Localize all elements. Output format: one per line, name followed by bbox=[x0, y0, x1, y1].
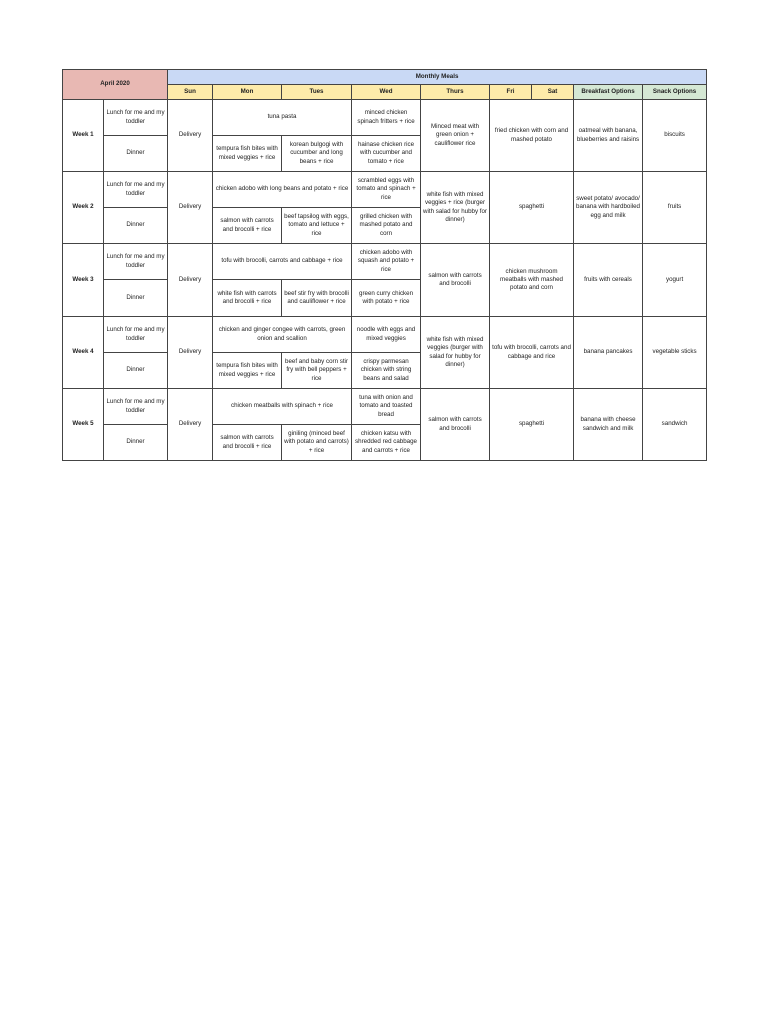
dinner-wed-meal: green curry chicken with potato + rice bbox=[352, 280, 421, 317]
dinner-mon-meal: salmon with carrots and brocolli + rice bbox=[213, 425, 282, 461]
thurs-meal: white fish with mixed veggies + rice (burger with salad for hubby for dinner) bbox=[421, 172, 490, 244]
snack-option: biscuits bbox=[643, 100, 707, 172]
snack-options-header: Snack Options bbox=[643, 85, 707, 100]
dinner-wed-meal: grilled chicken with mashed potato and corn bbox=[352, 208, 421, 244]
breakfast-option: oatmeal with banana, blueberries and raisins bbox=[574, 100, 643, 172]
week-label: Week 3 bbox=[63, 244, 104, 317]
dinner-mon-meal: tempura fish bites with mixed veggies + rice bbox=[213, 136, 282, 172]
sun-meal: Delivery bbox=[168, 100, 213, 172]
thurs-meal: Minced meat with green onion + cauliflower rice bbox=[421, 100, 490, 172]
dinner-wed-meal: crispy parmesan chicken with string beans and salad bbox=[352, 353, 421, 389]
dinner-mon-meal: white fish with carrots and brocolli + rice bbox=[213, 280, 282, 317]
dinner-tue-meal: beef stir fry with brocolli and cauliflower + rice bbox=[282, 280, 352, 317]
lunch-label: Lunch for me and my toddler bbox=[104, 172, 168, 208]
lunch-label: Lunch for me and my toddler bbox=[104, 244, 168, 280]
dinner-tue-meal: korean bulgogi with cucumber and long beans + rice bbox=[282, 136, 352, 172]
week-lunch-row bbox=[63, 100, 707, 136]
thurs-meal: white fish with mixed veggies (burger with salad for hubby for dinner) bbox=[421, 317, 490, 389]
dinner-tue-meal: beef tapsilog with eggs, tomato and lettuce + rice bbox=[282, 208, 352, 244]
breakfast-options-header: Breakfast Options bbox=[574, 85, 643, 100]
fri-sat-meal: spaghetti bbox=[490, 389, 574, 461]
fri-sat-meal: fried chicken with corn and mashed potato bbox=[490, 100, 574, 172]
dinner-wed-meal: chicken katsu with shredded red cabbage and carrots + rice bbox=[352, 425, 421, 461]
dinner-label: Dinner bbox=[104, 353, 168, 389]
week-lunch-row bbox=[63, 389, 707, 425]
thurs-meal: salmon with carrots and brocolli bbox=[421, 389, 490, 461]
fri-sat-meal: tofu with brocolli, carrots and cabbage and rice bbox=[490, 317, 574, 389]
fri-sat-meal: chicken mushroom meatballs with mashed potato and corn bbox=[490, 244, 574, 317]
breakfast-option: banana pancakes bbox=[574, 317, 643, 389]
dinner-label: Dinner bbox=[104, 208, 168, 244]
week-label: Week 2 bbox=[63, 172, 104, 244]
breakfast-option: sweet potato/ avocado/ banana with hardboiled egg and milk bbox=[574, 172, 643, 244]
day-header-mon: Mon bbox=[213, 85, 282, 100]
day-header-wed: Wed bbox=[352, 85, 421, 100]
lunch-wed-meal: tuna with onion and tomato and toasted bread bbox=[352, 389, 421, 425]
day-header-sun: Sun bbox=[168, 85, 213, 100]
dinner-tue-meal: beef and baby corn stir fry with bell peppers + rice bbox=[282, 353, 352, 389]
lunch-label: Lunch for me and my toddler bbox=[104, 100, 168, 136]
lunch-wed-meal: minced chicken spinach fritters + rice bbox=[352, 100, 421, 136]
dinner-label: Dinner bbox=[104, 280, 168, 317]
snack-option: sandwich bbox=[643, 389, 707, 461]
lunch-mon-tue-meal: chicken and ginger congee with carrots, green onion and scallion bbox=[213, 317, 352, 353]
meal-plan-table bbox=[62, 69, 707, 461]
snack-option: vegetable sticks bbox=[643, 317, 707, 389]
dinner-mon-meal: tempura fish bites with mixed veggies + rice bbox=[213, 353, 282, 389]
month-title: April 2020 bbox=[63, 70, 168, 100]
week-lunch-row bbox=[63, 317, 707, 353]
lunch-wed-meal: chicken adobo with squash and potato + rice bbox=[352, 244, 421, 280]
snack-option: yogurt bbox=[643, 244, 707, 317]
lunch-mon-tue-meal: chicken adobo with long beans and potato + rice bbox=[213, 172, 352, 208]
snack-option: fruits bbox=[643, 172, 707, 244]
dinner-tue-meal: giniling (minced beef with potato and carrots) + rice bbox=[282, 425, 352, 461]
header-row-1 bbox=[63, 70, 707, 85]
sun-meal: Delivery bbox=[168, 389, 213, 461]
week-lunch-row bbox=[63, 244, 707, 280]
lunch-wed-meal: noodle with eggs and mixed veggies bbox=[352, 317, 421, 353]
monthly-meals-header: Monthly Meals bbox=[168, 70, 707, 85]
lunch-mon-tue-meal: chicken meatballs with spinach + rice bbox=[213, 389, 352, 425]
day-header-fri: Fri bbox=[490, 85, 532, 100]
meal-plan-body bbox=[63, 70, 707, 461]
sun-meal: Delivery bbox=[168, 317, 213, 389]
week-lunch-row bbox=[63, 172, 707, 208]
fri-sat-meal: spaghetti bbox=[490, 172, 574, 244]
breakfast-option: fruits with cereals bbox=[574, 244, 643, 317]
breakfast-option: banana with cheese sandwich and milk bbox=[574, 389, 643, 461]
dinner-label: Dinner bbox=[104, 425, 168, 461]
lunch-label: Lunch for me and my toddler bbox=[104, 389, 168, 425]
week-label: Week 1 bbox=[63, 100, 104, 172]
lunch-label: Lunch for me and my toddler bbox=[104, 317, 168, 353]
dinner-mon-meal: salmon with carrots and brocolli + rice bbox=[213, 208, 282, 244]
dinner-wed-meal: hainase chicken rice with cucumber and tomato + rice bbox=[352, 136, 421, 172]
dinner-label: Dinner bbox=[104, 136, 168, 172]
week-label: Week 5 bbox=[63, 389, 104, 461]
week-label: Week 4 bbox=[63, 317, 104, 389]
day-header-tues: Tues bbox=[282, 85, 352, 100]
lunch-mon-tue-meal: tuna pasta bbox=[213, 100, 352, 136]
thurs-meal: salmon with carrots and brocolli bbox=[421, 244, 490, 317]
lunch-mon-tue-meal: tofu with brocolli, carrots and cabbage + rice bbox=[213, 244, 352, 280]
day-header-thurs: Thurs bbox=[421, 85, 490, 100]
sun-meal: Delivery bbox=[168, 172, 213, 244]
sun-meal: Delivery bbox=[168, 244, 213, 317]
lunch-wed-meal: scrambled eggs with tomato and spinach + rice bbox=[352, 172, 421, 208]
day-header-sat: Sat bbox=[532, 85, 574, 100]
